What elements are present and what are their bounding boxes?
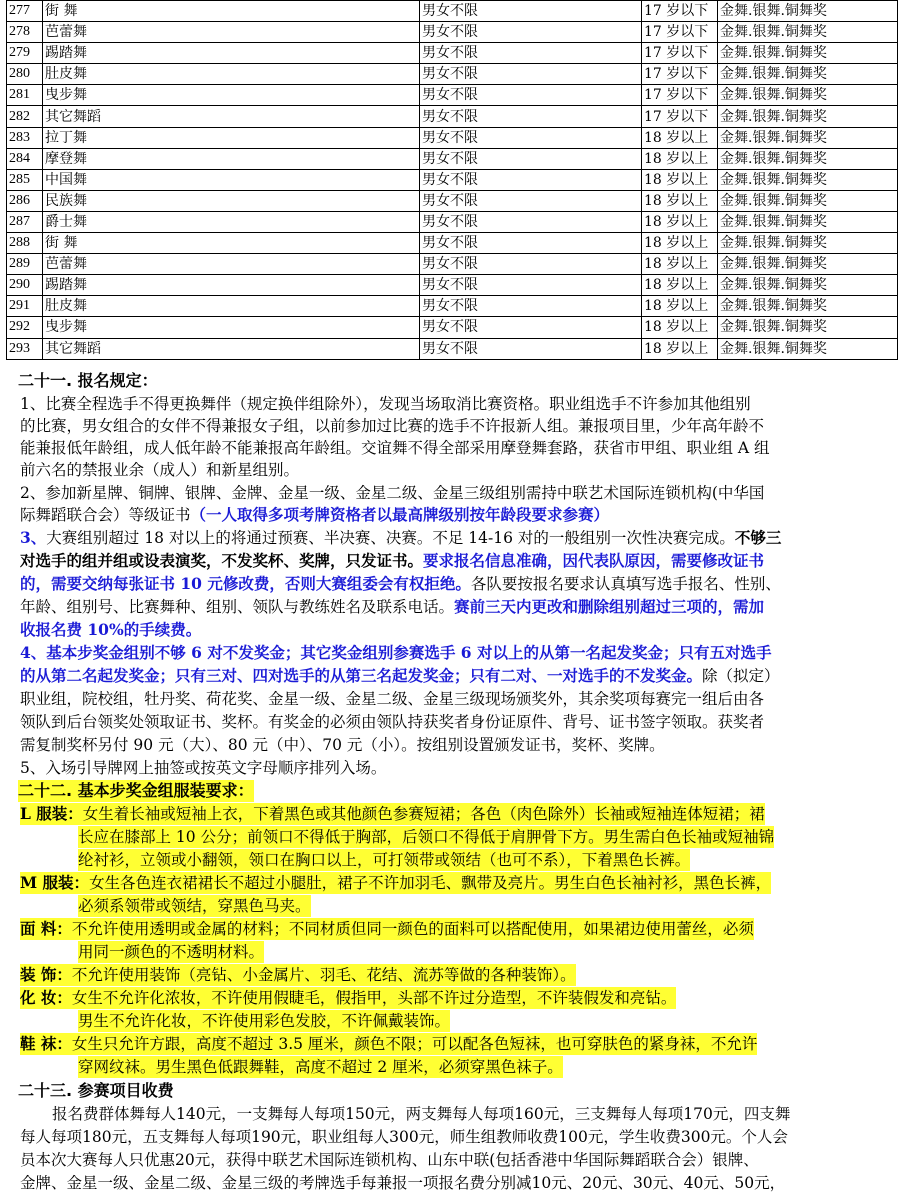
cell-age: 18 岁以上: [642, 211, 718, 232]
cell-age: 18 岁以上: [642, 148, 718, 169]
cell-dance: 芭蕾舞: [43, 22, 420, 43]
cell-number: 279: [7, 43, 43, 64]
s21-p3-text: 大赛组别超过 18 对以上的将通过预赛、半决赛、决赛。不足 14-16 对的一般组别一次性决赛完成。: [46, 529, 735, 547]
cell-awards: 金舞.银舞.铜舞奖: [718, 106, 898, 127]
cell-awards: 金舞.银舞.铜舞奖: [718, 211, 898, 232]
s23-line4: 金牌、金星一级、金星二级、金星三级的考牌选手每兼报一项报名费分别减10元、20元、30元、40元、50元，: [20, 1174, 786, 1192]
s22-M-text-1: 女生各色连衣裙裙长不超过小腿肚，裙子不许加羽毛、飘带及亮片。男生白色长袖衬衫，黑色长裤，: [89, 874, 772, 892]
table-row: [7, 64, 898, 85]
s22-M-label: M 服装：: [20, 873, 90, 892]
cell-number: 291: [7, 296, 43, 317]
cell-number: 286: [7, 190, 43, 211]
cell-number: 289: [7, 254, 43, 275]
cell-awards: 金舞.银舞.铜舞奖: [718, 169, 898, 190]
s21-p4-line4: 领队到后台领奖处领取证书、奖杯。有奖金的必须由领队持获奖者身份证原件、背号、证书签字领取。获奖者: [20, 713, 765, 731]
cell-awards: 金舞.银舞.铜舞奖: [718, 43, 898, 64]
cell-age: 17 岁以下: [642, 85, 718, 106]
s22-L-line2: 长应在膝部上 10 公分；前领口不得低于胸部，后领口不得低于肩胛骨下方。男生需白色长袖或短袖锦: [78, 828, 775, 846]
s21-p3-bold-2: 对选手的组并组或设表演奖，不发奖杯、奖牌，只发证书。: [20, 551, 424, 570]
event-table-body: [7, 1, 898, 360]
s21-p3-line4: [20, 596, 764, 618]
table-row: [7, 22, 898, 43]
s21-p3-line5: 收报名费 10%的手续费。: [20, 620, 202, 639]
cell-dance: 街 舞: [43, 233, 420, 254]
s21-p4-line3: 职业组，院校组，牡丹奖、荷花奖、金星一级、金星二级、金星三级现场颁奖外，其余奖项每赛完一组后由各: [20, 690, 765, 708]
s22-shoes-text-1: 女生只允许方跟，高度不超过 3.5 厘米，颜色不限；可以配各色短袜，也可穿肤色的紧身袜，不允许: [71, 1035, 758, 1053]
cell-dance: 芭蕾舞: [43, 254, 420, 275]
s22-M-line2: 必须系领带或领结，穿黑色马夹。: [78, 897, 311, 915]
s21-p4-line2: [20, 665, 780, 687]
s22-shoes-line1: [20, 1033, 757, 1055]
cell-number: 282: [7, 106, 43, 127]
cell-awards: 金舞.银舞.铜舞奖: [718, 233, 898, 254]
cell-dance: 肚皮舞: [43, 296, 420, 317]
cell-dance: 踢踏舞: [43, 275, 420, 296]
section-22-title: 二十二. 基本步奖金组服装要求：: [18, 781, 254, 800]
cell-number: 284: [7, 148, 43, 169]
cell-number: 285: [7, 169, 43, 190]
s22-L-line1: [20, 803, 765, 825]
section-21-title: 二十一. 报名规定：: [18, 371, 158, 390]
s21-p1-line3: 能兼报低年龄组，成人低年龄不能兼报高年龄组。交谊舞不得全部采用摩登舞套路，获省市甲组、职业组 A 组: [20, 439, 770, 457]
cell-age: 18 岁以上: [642, 275, 718, 296]
table-row: [7, 275, 898, 296]
cell-gender: 男女不限: [420, 148, 642, 169]
s21-p2-line2: [20, 504, 609, 526]
s21-p3-plain-4: 年龄、组别号、比赛舞种、组别、领队与教练姓名及联系电话。: [20, 598, 455, 616]
table-row: [7, 338, 898, 359]
cell-gender: 男女不限: [420, 1, 642, 22]
cell-dance: 曳步舞: [43, 317, 420, 338]
cell-number: 287: [7, 211, 43, 232]
cell-gender: 男女不限: [420, 169, 642, 190]
cell-awards: 金舞.银舞.铜舞奖: [718, 85, 898, 106]
cell-gender: 男女不限: [420, 64, 642, 85]
s22-makeup-text-1: 女生不允许化浓妆，不许使用假睫毛，假指甲，头部不许过分造型，不许装假发和亮钻。: [71, 989, 677, 1007]
table-row: [7, 317, 898, 338]
s22-shoes-label: 鞋 袜：: [20, 1034, 72, 1053]
cell-dance: 踢踏舞: [43, 43, 420, 64]
cell-number: 292: [7, 317, 43, 338]
cell-dance: 肚皮舞: [43, 64, 420, 85]
table-row: [7, 169, 898, 190]
cell-awards: 金舞.银舞.铜舞奖: [718, 190, 898, 211]
cell-awards: 金舞.银舞.铜舞奖: [718, 1, 898, 22]
s21-p3-line3: [20, 573, 781, 595]
cell-dance: 民族舞: [43, 190, 420, 211]
cell-number: 283: [7, 127, 43, 148]
s23-line3: 员本次大赛每人只优惠20元，获得中联艺术国际连锁机构、山东中联(包括香港中华国际舞蹈联合会）银牌、: [20, 1151, 759, 1169]
cell-dance: 曳步舞: [43, 85, 420, 106]
s21-p4-line1: 4、基本步奖金组别不够 6 对不发奖金；其它奖金组别参赛选手 6 对以上的从第一名起发奖金；只有五对选手: [20, 643, 772, 662]
cell-age: 18 岁以上: [642, 190, 718, 211]
cell-dance: 其它舞蹈: [43, 338, 420, 359]
s22-L-line3: 纶衬衫，立领或小翻领，领口在胸口以上，可打领带或领结（也可不系），下着黑色长裤。: [78, 851, 691, 869]
s21-p5: 5、入场引导牌网上抽签或按英文字母顺序排列入场。: [20, 759, 387, 777]
s21-p3-plain-3: 各队要按报名要求认真填写选手报名、性别、: [470, 575, 781, 593]
cell-age: 18 岁以上: [642, 254, 718, 275]
s21-p1-line2: 的比赛，男女组合的女伴不得兼报女子组，以前参加过比赛的选手不许报新人组。兼报项目里，少年高年龄不: [20, 417, 765, 435]
table-row: [7, 127, 898, 148]
table-row: [7, 148, 898, 169]
cell-gender: 男女不限: [420, 296, 642, 317]
s21-p4-line5: 需复制奖杯另付 90 元（大）、80 元（中）、70 元（小）。按组别设置颁发证书，奖杯、奖牌。: [20, 736, 665, 754]
cell-number: 280: [7, 64, 43, 85]
s21-p2-plain: 际舞蹈联合会）等级证书: [20, 506, 191, 524]
s21-p3-bold: 不够三: [734, 528, 782, 547]
s22-fabric-line2: 用同一颜色的不透明材料。: [78, 943, 265, 961]
table-row: [7, 254, 898, 275]
s22-fabric-label: 面 料：: [20, 919, 72, 938]
s21-p4-blue-2: 的从第二名起发奖金；只有三对、四对选手的从第三名起发奖金；只有二对、一对选手的不发奖金。: [20, 666, 703, 685]
cell-awards: 金舞.银舞.铜舞奖: [718, 64, 898, 85]
s21-p1-line1: 1、比赛全程选手不得更换舞伴（规定换伴组除外），发现当场取消比赛资格。职业组选手不许参加其他组别: [20, 395, 751, 413]
s21-p2-highlight: （一人取得多项考牌资格者以最高牌级别按年龄段要求参赛）: [190, 505, 610, 524]
s21-p3-line1: [20, 527, 781, 549]
cell-awards: 金舞.银舞.铜舞奖: [718, 148, 898, 169]
s22-makeup-label: 化 妆：: [20, 988, 72, 1007]
cell-gender: 男女不限: [420, 22, 642, 43]
s21-p2-line1: 2、参加新星牌、铜牌、银牌、金牌、金星一级、金星二级、金星三级组别需持中联艺术国际连锁机构(中华国: [20, 484, 765, 502]
cell-awards: 金舞.银舞.铜舞奖: [718, 317, 898, 338]
cell-gender: 男女不限: [420, 43, 642, 64]
s21-p3-blue-3: 的，需要交纳每张证书 10 元修改费，否则大赛组委会有权拒绝。: [20, 574, 471, 593]
cell-dance: 中国舞: [43, 169, 420, 190]
s21-p3-number: 3、: [20, 528, 47, 547]
cell-gender: 男女不限: [420, 85, 642, 106]
cell-number: 277: [7, 1, 43, 22]
cell-age: 17 岁以下: [642, 22, 718, 43]
cell-gender: 男女不限: [420, 127, 642, 148]
cell-age: 18 岁以上: [642, 127, 718, 148]
cell-gender: 男女不限: [420, 106, 642, 127]
table-row: [7, 85, 898, 106]
table-row: [7, 106, 898, 127]
s23-line1: 报名费群体舞每人140元，一支舞每人每项150元，两支舞每人每项160元，三支舞每人每项170元，四支舞: [52, 1105, 791, 1123]
table-row: [7, 43, 898, 64]
s22-L-text-1: 女生着长袖或短袖上衣，下着黑色或其他颜色参赛短裙；各色（肉色除外）长袖或短袖连体短裙；裙: [82, 805, 765, 823]
cell-awards: 金舞.银舞.铜舞奖: [718, 296, 898, 317]
cell-age: 18 岁以上: [642, 169, 718, 190]
cell-number: 281: [7, 85, 43, 106]
cell-gender: 男女不限: [420, 233, 642, 254]
cell-awards: 金舞.银舞.铜舞奖: [718, 275, 898, 296]
s22-M-line1: [20, 872, 771, 894]
cell-age: 17 岁以下: [642, 106, 718, 127]
cell-gender: 男女不限: [420, 254, 642, 275]
cell-gender: 男女不限: [420, 275, 642, 296]
s22-decor-text-1: 不允许使用装饰（亮钻、小金属片、羽毛、花结、流苏等做的各种装饰）。: [71, 966, 576, 984]
s21-p3-line2: [20, 550, 764, 572]
s22-decor-line1: [20, 964, 576, 986]
table-row: [7, 233, 898, 254]
cell-dance: 其它舞蹈: [43, 106, 420, 127]
cell-age: 18 岁以上: [642, 338, 718, 359]
table-row: [7, 190, 898, 211]
s21-p4-plain-2: 除（拟定）: [702, 667, 780, 685]
s21-p1-line4: 前六名的禁报业余（成人）和新星组别。: [20, 461, 300, 479]
cell-number: 288: [7, 233, 43, 254]
cell-gender: 男女不限: [420, 317, 642, 338]
cell-number: 278: [7, 22, 43, 43]
cell-age: 18 岁以上: [642, 317, 718, 338]
cell-dance: 街 舞: [43, 1, 420, 22]
s23-line2: 每人每项180元，五支舞每人每项190元，职业组每人300元，师生组教师收费100元，学生收费300元。个人会: [20, 1128, 788, 1146]
s21-p3-blue-4: 赛前三天内更改和删除组别超过三项的，需加: [454, 597, 765, 616]
cell-awards: 金舞.银舞.铜舞奖: [718, 127, 898, 148]
s22-L-label: L 服装：: [20, 804, 83, 823]
cell-age: 18 岁以上: [642, 233, 718, 254]
cell-age: 18 岁以上: [642, 296, 718, 317]
table-row: [7, 1, 898, 22]
cell-dance: 拉丁舞: [43, 127, 420, 148]
cell-awards: 金舞.银舞.铜舞奖: [718, 254, 898, 275]
s22-makeup-line1: [20, 987, 676, 1009]
cell-gender: 男女不限: [420, 338, 642, 359]
cell-number: 290: [7, 275, 43, 296]
s22-makeup-line2: 男生不允许化妆，不许使用彩色发胶，不许佩戴装饰。: [78, 1012, 451, 1030]
event-table: [6, 0, 898, 360]
s22-shoes-line2: 穿网纹袜。男生黑色低跟舞鞋，高度不超过 2 厘米，必须穿黑色袜子。: [78, 1058, 563, 1076]
table-row: [7, 296, 898, 317]
cell-dance: 爵士舞: [43, 211, 420, 232]
s22-fabric-text-1: 不允许使用透明或金属的材料；不同材质但同一颜色的面料可以搭配使用，如果裙边使用蕾丝，必须: [71, 920, 754, 938]
cell-gender: 男女不限: [420, 211, 642, 232]
table-row: [7, 211, 898, 232]
cell-dance: 摩登舞: [43, 148, 420, 169]
cell-age: 17 岁以下: [642, 64, 718, 85]
cell-awards: 金舞.银舞.铜舞奖: [718, 338, 898, 359]
cell-age: 17 岁以下: [642, 43, 718, 64]
cell-number: 293: [7, 338, 43, 359]
cell-gender: 男女不限: [420, 190, 642, 211]
s21-p3-blue-2: 要求报名信息准确，因代表队原因，需要修改证书: [423, 551, 765, 570]
cell-awards: 金舞.银舞.铜舞奖: [718, 22, 898, 43]
s22-fabric-line1: [20, 918, 754, 940]
section-23-title: 二十三. 参赛项目收费: [18, 1081, 174, 1100]
cell-age: 17 岁以下: [642, 1, 718, 22]
s22-decor-label: 装 饰：: [20, 965, 72, 984]
